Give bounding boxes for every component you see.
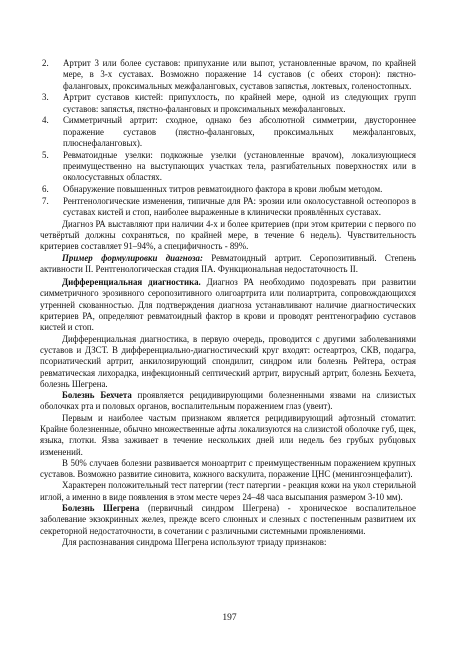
paragraph-stomatitis: Первым и наиболее частым признаком является рецидивирующий афтозный стоматит. Крайне болезненные, обычно множественные афты локализуются на слизистой оболочке губ, щек, языка, глотки. Язва заживает в течение нескольких дней или недель без грубых рубцовых изменений. <box>40 412 416 457</box>
list-item-number: 7. <box>42 196 49 207</box>
paragraph-lead: Болезнь Бехчета <box>62 390 132 401</box>
paragraph-monoarthritis: В 50% случаев болезни развивается моноартрит с преимущественным поражением крупных суставов. Возможно развитие синовита, кожного васкулита, поражение ЦНС (менингоэнцефалит). <box>40 457 416 480</box>
paragraph-criteria-summary: Диагноз РА выставляют при наличии 4-х и более критериев (при этом критерии с первого по четвёртый должны сохраняться, по крайней мере, в течение 6 недель). Чувствительность критериев составляет 91–94%, а специфичность - 89%. <box>40 218 416 252</box>
paragraph-lead: Болезнь Шегрена <box>62 503 140 514</box>
paragraph-behcet <box>40 390 416 413</box>
paragraph-sjogren <box>40 503 416 537</box>
list-item <box>40 196 416 219</box>
list-item-number: 3. <box>42 92 49 103</box>
list-item <box>40 115 416 149</box>
paragraph-body: (первичный синдром Шегрена) - хроническое воспалительное заболевание экзокринных желез, прежде всего слюнных и слезных с постепенным развитием их секреторной недостаточности, в сочетании с различными системными проявлениями. <box>40 503 416 536</box>
paragraph-diagnosis-example <box>40 253 416 276</box>
list-item-number: 2. <box>42 58 49 68</box>
paragraph-differential-diagnosis <box>40 277 416 333</box>
paragraph-body: проявляется рецидивирующими болезненными язвами на слизистых оболочках рта и половых органов, воспалительным поражением глаз (увеит). <box>40 390 416 412</box>
list-item-number: 5. <box>42 149 49 160</box>
list-item <box>40 92 416 115</box>
paragraph-lead: Дифференциальная диагностика. <box>62 277 201 288</box>
page-number: 197 <box>222 613 237 623</box>
paragraph-sjogren-triad: Для распознавания синдрома Шегрена используют триаду признаков: <box>62 536 327 547</box>
paragraph-body: Диагноз РА необходимо подозревать при развитии симметричного эрозивного серопозитивного олигоартрита или полиартрита, сопровождающихся утренней скованностью. Для подтверждения диагноза устанавливают наличие диагностических критериев РА, определяют ревматоидный фактор в крови и проводят рентгенографию суставов кистей и стоп. <box>40 277 417 333</box>
paragraph-differential-list: Дифференциальная диагностика, в первую очередь, проводится с другими заболеваниями суставов и ДЗСТ. В дифференциально-диагностический круг входят: остеартроз, СКВ, подагра, псориатический артрит, анкилозирующий спондилит, синдром или болезнь Рейтера, острая ревматическая лихорадка, инфекционный септический артрит, вирусный артрит, болезнь Бехчета, болезнь Шегрена. <box>40 333 416 389</box>
paragraph-pathergy-test: Характерен положительный тест патергии (тест патергии - реакция кожи на укол стерильной иглой, а именно в виде появления в этом месте через 24–48 часа высыпания размером 3-10 мм). <box>40 480 416 502</box>
list-item <box>40 184 416 195</box>
list-item-number: 4. <box>42 115 49 126</box>
paragraph-lead: Пример формулировки диагноза: <box>62 252 203 263</box>
list-item-text: Ревматоидные узелки: подкожные узелки (установленные врачом), локализующиеся преимущественно на выступающих участках тела, разгибательных поверхностях или в околосуставных областях. <box>63 149 416 183</box>
list-item <box>40 58 416 92</box>
list-item-number: 6. <box>42 184 49 195</box>
list-item-text: Обнаружение повышенных титров ревматоидного фактора в крови любым методом. <box>63 184 383 195</box>
list-item-text: Артрит 3 или более суставов: припухание или выпот, установленные врачом, по крайней мере, в 3-х суставах. Возможно поражение 14 суставов (с обеих сторон): пястно-фаланговых, проксимальных межфаланговых, суставов запястья, локтевых, голеностопных. <box>63 58 416 91</box>
paragraph-body: Ревматоидный артрит. Серопозитивный. Степень активности II. Рентгенологическая стадия IIА. Функциональная недостаточность II. <box>40 252 416 274</box>
list-item-text: Рентгенологические изменения, типичные для РА: эрозии или околосуставной остеопороз в суставах кистей и стоп, наиболее выраженные в клинически проявлённых суставах. <box>63 196 416 218</box>
page-content <box>40 58 416 548</box>
list-item-text: Артрит суставов кистей: припухлость, по крайней мере, одной из следующих групп суставов: запястья, пястно-фаланговых и проксимальных межфаланговых. <box>63 92 416 114</box>
list-item-text: Симметричный артрит: сходное, однако без абсолютной симметрии, двустороннее поражение суставов (пястно-фаланговых, проксимальных межфаланговых, плюснефаланговых). <box>63 115 416 149</box>
list-item <box>40 150 416 184</box>
